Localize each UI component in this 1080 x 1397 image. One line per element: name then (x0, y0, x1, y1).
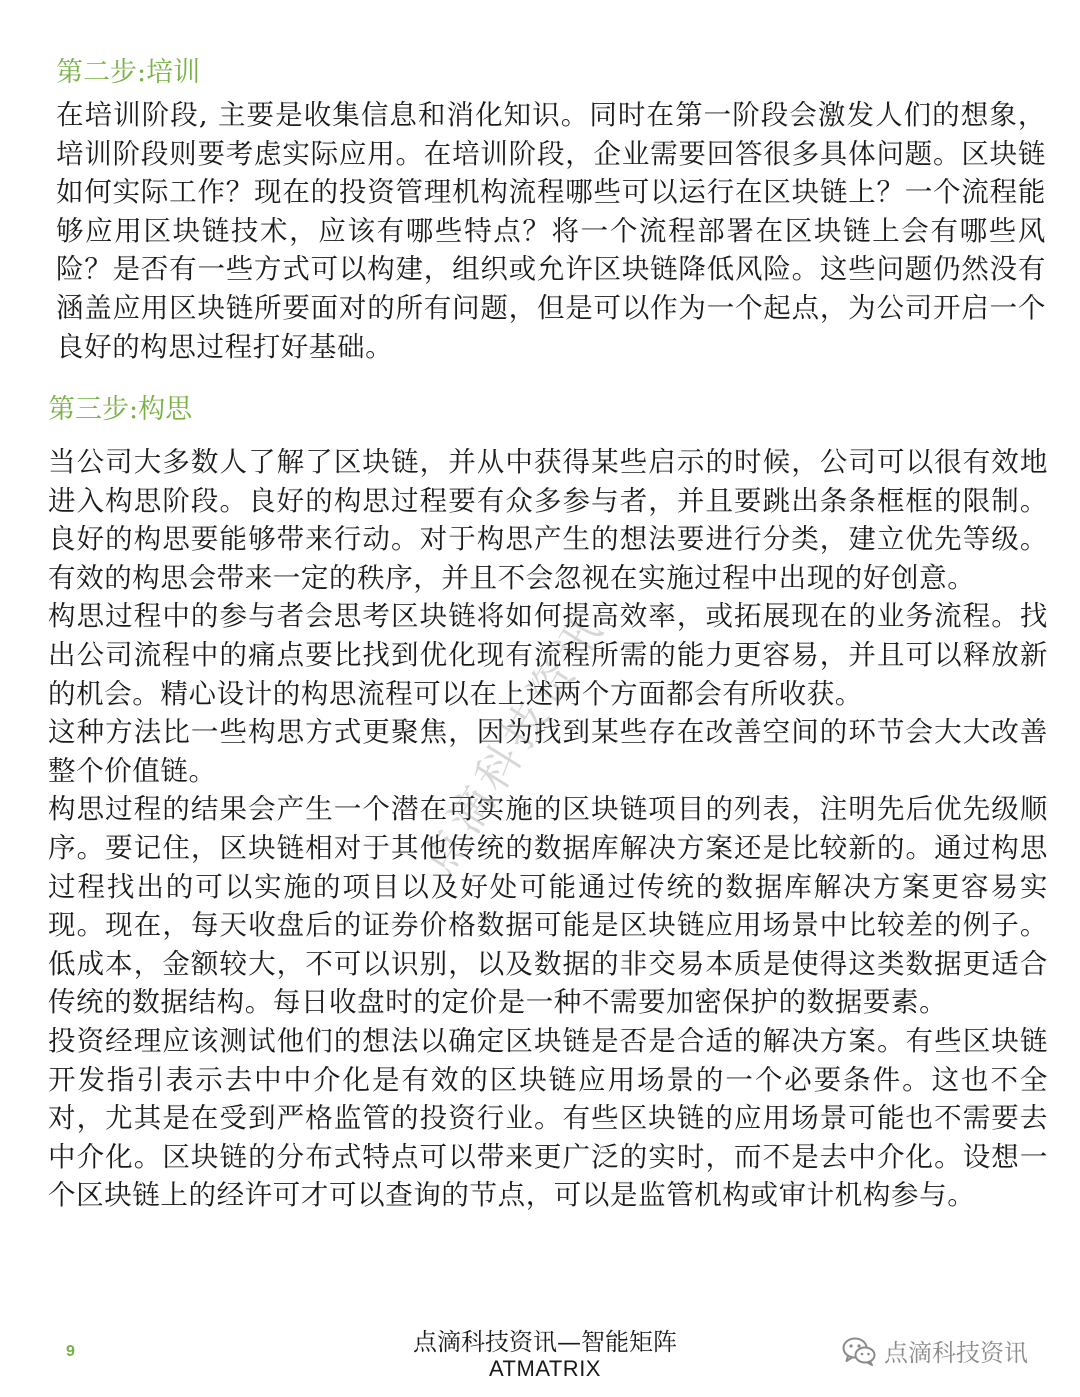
paragraph: 当公司大多数人了解了区块链，并从中获得某些启示的时候，公司可以很有效地进入构思阶段。良好的构思过程要有众多参与者，并且要跳出条条框框的限制。良好的构思要能够带来行动。对于构思产生的想法要进行分类，建立优先等级。有效的构思会带来一定的秩序，并且不会忽视在实施过程中出现的好创意。 (48, 446, 1048, 594)
watermark: 点滴科技资讯 (412, 603, 615, 886)
section-heading-training: 第二步:培训 (56, 57, 201, 88)
wechat-icon (842, 1336, 876, 1366)
footer-brand: ATMATRIX (489, 1356, 601, 1381)
section-heading-ideation: 第三步:构思 (48, 394, 193, 425)
wechat-account-badge (842, 1333, 1028, 1368)
wechat-account-name: 点滴科技资讯 (884, 1339, 1028, 1367)
paragraph: 投资经理应该测试他们的想法以确定区块链是否是合适的解决方案。有些区块链开发指引表示去中中介化是有效的区块链应用场景的一个必要条件。这也不全对，尤其是在受到严格监管的投资行业。有些区块链的应用场景可能也不需要去中介化。区块链的分布式特点可以带来更广泛的实时，而不是去中介化。设想一个区块链上的经许可才可以查询的节点，可以是监管机构或审计机构参与。 (48, 1024, 1048, 1212)
paragraph: 构思过程的结果会产生一个潜在可实施的区块链项目的列表，注明先后优先级顺序。要记住，区块链相对于其他传统的数据库解决方案还是比较新的。通过构思过程找出的可以实施的项目以及好处可能通过传统的数据库解决方案更容易实现。现在，每天收盘后的证券价格数据可能是区块链应用场景中比较差的例子。低成本，金额较大，不可以识别，以及数据的非交易本质是使得这类数据更适合传统的数据结构。每日收盘时的定价是一种不需要加密保护的数据要素。 (48, 793, 1048, 1019)
page-number: 9 (66, 1343, 75, 1360)
paragraph: 这种方法比一些构思方式更聚焦，因为找到某些存在改善空间的环节会大大改善整个价值链。 (48, 716, 1048, 787)
section-body-training (56, 96, 1046, 366)
footer-title: 点滴科技资讯—智能矩阵 (413, 1328, 677, 1356)
paragraph: 在培训阶段, 主要是收集信息和消化知识。同时在第一阶段会激发人们的想象，培训阶段则要考虑实际应用。在培训阶段，企业需要回答很多具体问题。区块链如何实际工作？现在的投资管理机构流程哪些可以运行在区块链上？一个流程能够应用区块链技术，应该有哪些特点？将一个流程部署在区块链上会有哪些风险？是否有一些方式可以构建，组织或允许区块链降低风险。这些问题仍然没有涵盖应用区块链所要面对的所有问题，但是可以作为一个起点，为公司开启一个良好的构思过程打好基础。 (56, 99, 1046, 363)
paragraph: 构思过程中的参与者会思考区块链将如何提高效率，或拓展现在的业务流程。找出公司流程中的痛点要比找到优化现有流程所需的能力更容易，并且可以释放新的机会。精心设计的构思流程可以在上述两个方面都会有所收获。 (48, 600, 1048, 710)
section-body-ideation (48, 443, 1048, 1215)
